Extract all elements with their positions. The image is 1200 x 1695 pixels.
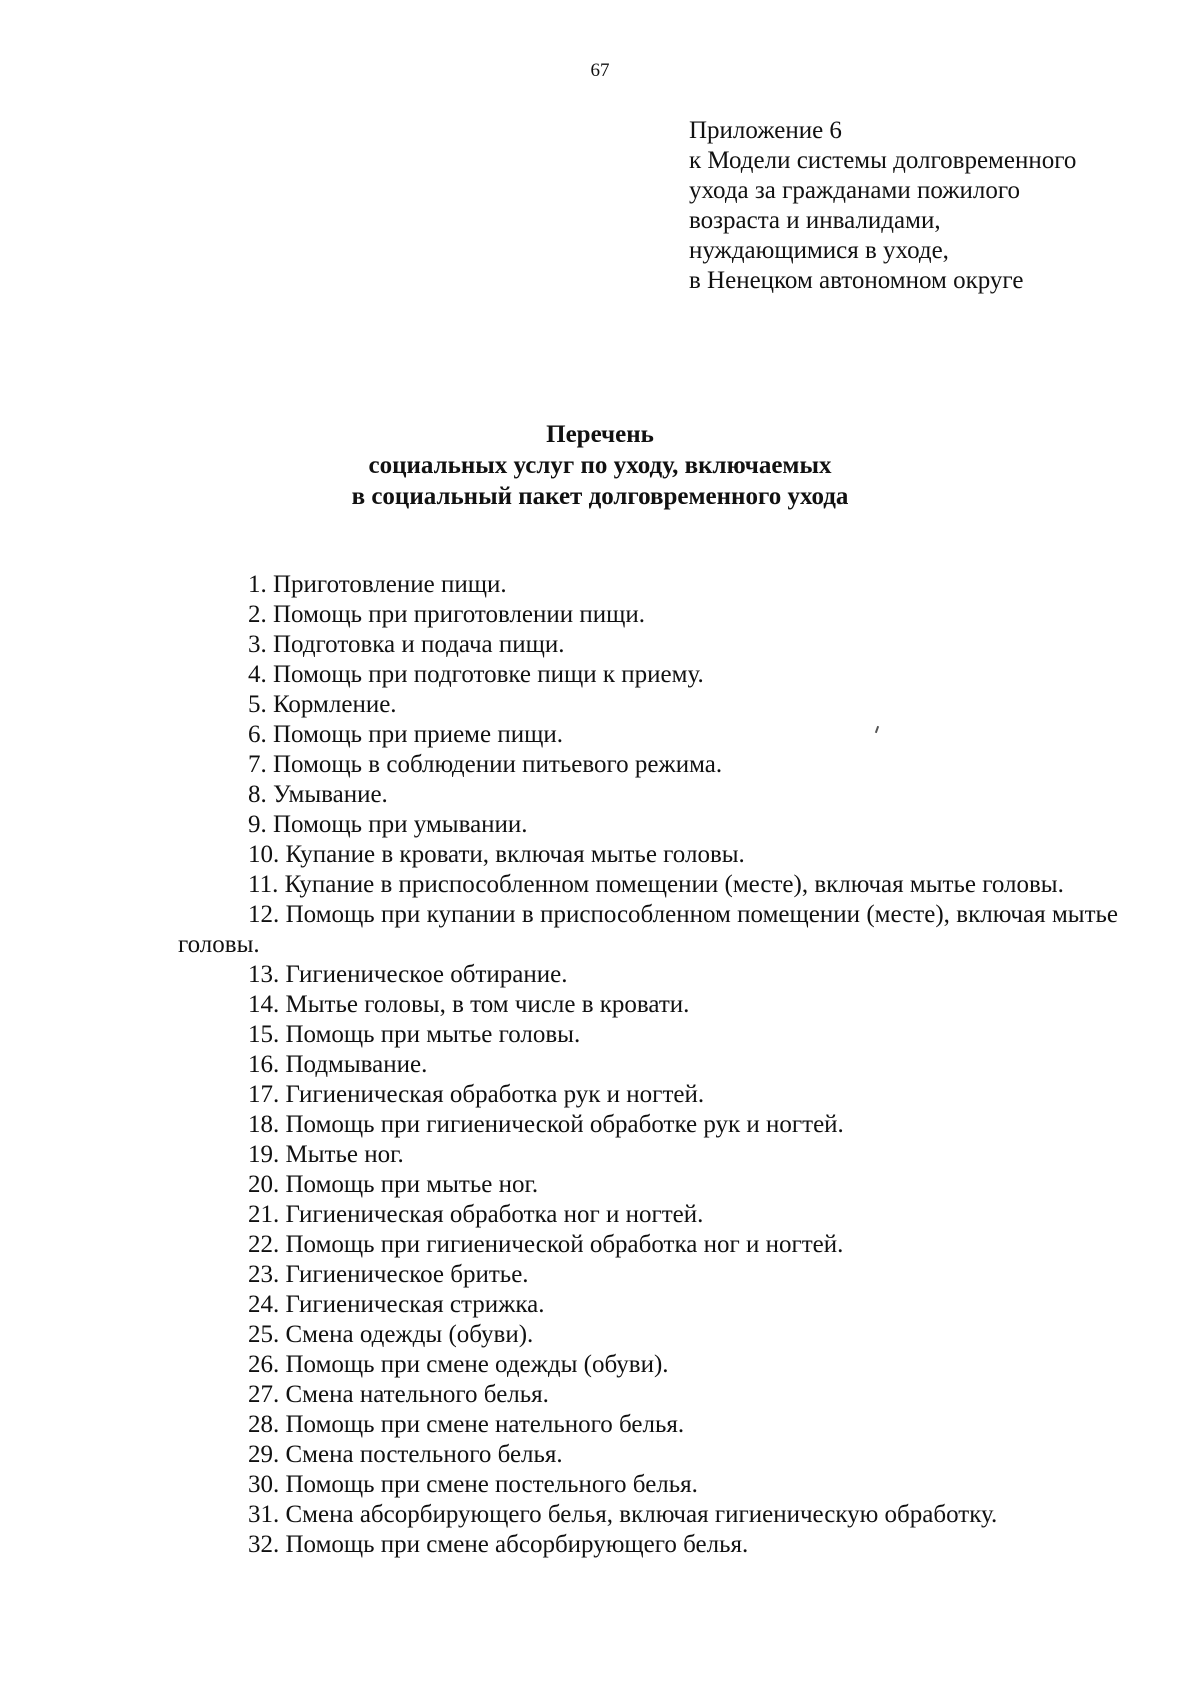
list-item: 15. Помощь при мытье головы. (248, 1021, 581, 1048)
services-list (178, 570, 1118, 1560)
list-item: 2. Помощь при приготовлении пищи. (248, 601, 646, 628)
list-item: 12. Помощь при купании в приспособленном помещении (месте), включая мытье головы. (178, 901, 1118, 958)
list-item: 13. Гигиеническое обтирание. (248, 961, 568, 988)
list-item: 1. Приготовление пищи. (248, 571, 507, 598)
list-item: 21. Гигиеническая обработка ног и ногтей. (248, 1201, 704, 1228)
appendix-line: в Ненецком автономном округе (689, 267, 1024, 294)
list-item: 32. Помощь при смене абсорбирующего белья. (248, 1531, 749, 1558)
list-item: 11. Купание в приспособленном помещении (месте), включая мытье головы. (248, 871, 1064, 898)
list-item: 4. Помощь при подготовке пищи к приему. (248, 661, 704, 688)
page-number: 67 (590, 60, 610, 81)
list-item: 9. Помощь при умывании. (248, 811, 528, 838)
list-item: 26. Помощь при смене одежды (обуви). (248, 1351, 669, 1378)
list-item: 19. Мытье ног. (248, 1141, 404, 1168)
appendix-line: Приложение 6 (689, 117, 842, 144)
appendix-line: ухода за гражданами пожилого (689, 177, 1020, 204)
title-line: социальных услуг по уходу, включаемых (368, 452, 832, 479)
appendix-line: нуждающимися в уходе, (689, 237, 949, 264)
list-item: 18. Помощь при гигиенической обработке рук и ногтей. (248, 1111, 844, 1138)
title-line: в социальный пакет долговременного ухода (351, 483, 849, 510)
list-item: 17. Гигиеническая обработка рук и ногтей. (248, 1081, 705, 1108)
title-line: Перечень (546, 421, 654, 448)
list-item: 5. Кормление. (248, 691, 397, 718)
list-item: 7. Помощь в соблюдении питьевого режима. (248, 751, 723, 778)
list-item: 10. Купание в кровати, включая мытье головы. (248, 841, 745, 868)
list-item: 3. Подготовка и подача пищи. (248, 631, 565, 658)
list-item: 23. Гигиеническое бритье. (248, 1261, 529, 1288)
list-item: 24. Гигиеническая стрижка. (248, 1291, 545, 1318)
list-item: 20. Помощь при мытье ног. (248, 1171, 539, 1198)
list-item: 25. Смена одежды (обуви). (248, 1321, 534, 1348)
list-item: 6. Помощь при приеме пищи. (248, 721, 563, 748)
appendix-line: к Модели системы долговременного (689, 147, 1077, 174)
list-item: 28. Помощь при смене нательного белья. (248, 1411, 685, 1438)
list-item: 16. Подмывание. (248, 1051, 428, 1078)
appendix-header (689, 116, 1169, 296)
list-item: 31. Смена абсорбирующего белья, включая гигиеническую обработку. (248, 1501, 998, 1528)
list-item: 22. Помощь при гигиенической обработка ног и ногтей. (248, 1231, 844, 1258)
list-item: 30. Помощь при смене постельного белья. (248, 1471, 698, 1498)
document-title (0, 419, 1200, 512)
list-item: 14. Мытье головы, в том числе в кровати. (248, 991, 690, 1018)
appendix-line: возраста и инвалидами, (689, 207, 941, 234)
list-item: 29. Смена постельного белья. (248, 1441, 563, 1468)
list-item: 27. Смена нательного белья. (248, 1381, 549, 1408)
list-item: 8. Умывание. (248, 781, 388, 808)
